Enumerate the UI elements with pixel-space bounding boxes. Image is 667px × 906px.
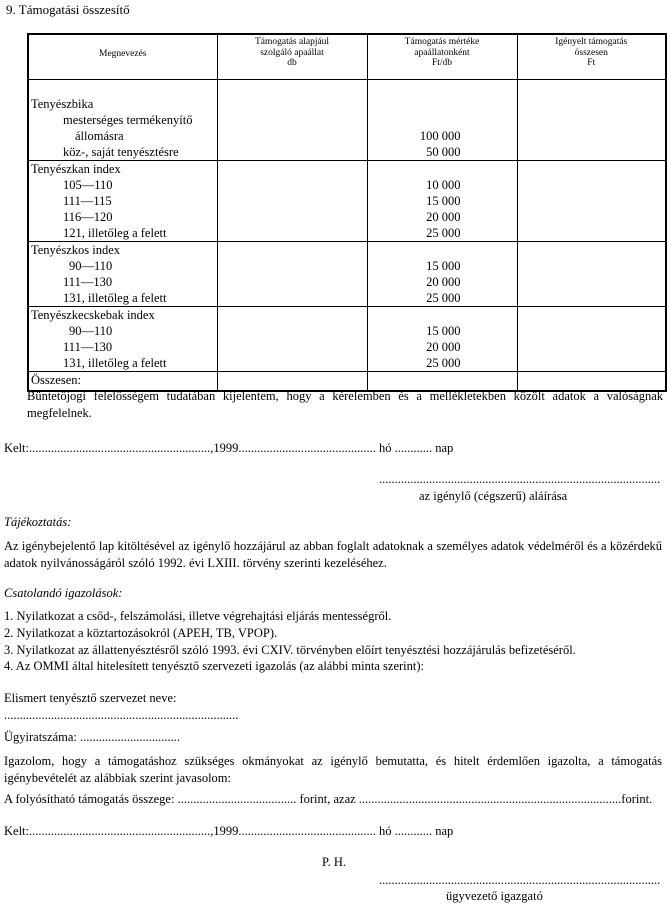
rate-value: 15 000 xyxy=(426,194,461,208)
total-cell[interactable] xyxy=(517,242,666,307)
rate-cell xyxy=(367,80,517,161)
rate-cell xyxy=(367,242,517,307)
name-cell xyxy=(28,80,217,161)
row-label: 131, illetőleg a felett xyxy=(63,291,167,305)
date-line-applicant[interactable]: Kelt:..........................................................,1999............................................ hó ............ nap xyxy=(4,441,454,455)
count-cell[interactable] xyxy=(217,161,367,242)
col-header-name: Megnevezés xyxy=(28,34,217,80)
name-cell xyxy=(28,161,217,242)
group-title: Tenyészbika xyxy=(31,97,94,111)
row-label: 111—130 xyxy=(63,340,113,354)
rate-cell xyxy=(367,161,517,242)
rate-value: 25 000 xyxy=(426,291,461,305)
col-header-rate: Támogatás mértéke apaállatonként Ft/db xyxy=(367,34,517,80)
count-cell[interactable] xyxy=(217,307,367,372)
rate-value: 15 000 xyxy=(426,324,461,338)
col-header-total: Igényelt támogatás összesen Ft xyxy=(517,34,666,80)
signature-line-applicant[interactable]: .......................................................................................... xyxy=(379,472,661,486)
row-label: 90—110 xyxy=(69,259,113,273)
attachment-item: 2. Nyilatkozat a köztartozásokról (APEH, TB, VPOP). xyxy=(4,626,278,640)
declaration-text: Büntetőjogi felelősségem tudatában kijelentem, hogy a kérelemben és a mellékletekben közölt adatok a valóságnak megfelelnek. xyxy=(27,389,663,420)
date-line-director[interactable]: Kelt:..........................................................,1999............................................ hó ............ nap xyxy=(4,824,454,838)
row-label: 111—130 xyxy=(63,275,113,289)
rate-value: 25 000 xyxy=(426,356,461,370)
col-header-count: Támogatás alapjául szolgáló apaállat db xyxy=(217,34,367,80)
rate-value: 100 000 xyxy=(419,129,461,143)
signature-label-applicant: az igénylő (cégszerű) aláírása xyxy=(419,489,568,503)
row-label: 131, illetőleg a felett xyxy=(63,356,167,370)
info-text: Az igénybejelentő lap kitöltésével az igénylő hozzájárul az abban foglalt adatoknak a személyes adatok védelméről és a közérdekű adatok nyilvánosságáról szóló 1992. évi LXIII. törvény szerinti kezeléséhez. xyxy=(4,539,662,570)
attachment-item: 4. Az OMMI által hitelesített tenyésztő szervezeti igazolás (az alábbi minta szerint): xyxy=(4,659,424,673)
row-label: 111—115 xyxy=(63,194,112,208)
table-header-row xyxy=(28,34,666,80)
row-label: 105—110 xyxy=(63,178,113,192)
total-cell[interactable] xyxy=(517,307,666,372)
rate-cell xyxy=(367,307,517,372)
support-summary-table xyxy=(27,33,667,392)
rate-value: 20 000 xyxy=(426,210,461,224)
name-cell xyxy=(28,242,217,307)
group-title: Tenyészkos index xyxy=(31,243,121,257)
rate-value: 20 000 xyxy=(426,340,461,354)
attachments-heading: Csatolandó igazolások: xyxy=(4,586,123,600)
amount-line[interactable]: A folyósítható támogatás összege: ...................................... forint, azaz ....................................................................................forint. xyxy=(4,792,653,806)
row-label: köz-, saját tenyésztésre xyxy=(63,145,179,159)
rate-value: 50 000 xyxy=(426,145,461,159)
certify-text: Igazolom, hogy a támogatáshoz szükséges okmányokat az igénylő bemutatta, és hitelt érdemlően igazolta, a támogatás igénybevételét az alábbiak szerint javasolom: xyxy=(4,754,662,785)
file-number-field[interactable]: Ügyiratszáma: ................................ xyxy=(4,730,181,744)
table-row-group-boar xyxy=(28,161,666,242)
table-row-group-buck xyxy=(28,307,666,372)
name-cell xyxy=(28,307,217,372)
rate-value: 15 000 xyxy=(426,259,461,273)
total-cell[interactable] xyxy=(517,161,666,242)
attachment-item: 1. Nyilatkozat a csőd-, felszámolási, illetve végrehajtási eljárás mentességről. xyxy=(4,609,392,623)
rate-value: 10 000 xyxy=(426,178,461,192)
signature-label-director: ügyvezető igazgató xyxy=(446,889,543,903)
org-name-label: Elismert tenyésztő szervezet neve: xyxy=(4,691,177,705)
section-title: 9. Támogatási összesítő xyxy=(6,2,130,17)
row-label: 121, illetőleg a felett xyxy=(63,226,167,240)
info-heading: Tájékoztatás: xyxy=(4,515,72,529)
stamp-placeholder: P. H. xyxy=(322,855,346,869)
row-label: állomásra xyxy=(75,129,124,143)
count-cell[interactable] xyxy=(217,80,367,161)
signature-line-director[interactable]: .......................................................................................... xyxy=(379,873,661,887)
total-cell[interactable] xyxy=(517,80,666,161)
row-label: mesterséges termékenyítő xyxy=(63,113,193,127)
total-label: Összesen: xyxy=(31,373,81,387)
table-row-group-bull xyxy=(28,80,666,161)
row-label: 90—110 xyxy=(69,324,113,338)
org-name-field[interactable]: ........................................................................... xyxy=(4,708,239,722)
group-title: Tenyészkecskebak index xyxy=(31,308,155,322)
attachment-item: 3. Nyilatkozat az állattenyésztésről szóló 1993. évi CXIV. törvényben előírt tenyésztési hozzájárulás befizetéséről. xyxy=(4,643,576,657)
group-title: Tenyészkan index xyxy=(31,162,121,176)
rate-value: 25 000 xyxy=(426,226,461,240)
row-label: 116—120 xyxy=(63,210,113,224)
rate-value: 20 000 xyxy=(426,275,461,289)
count-cell[interactable] xyxy=(217,242,367,307)
table-row-group-ram xyxy=(28,242,666,307)
